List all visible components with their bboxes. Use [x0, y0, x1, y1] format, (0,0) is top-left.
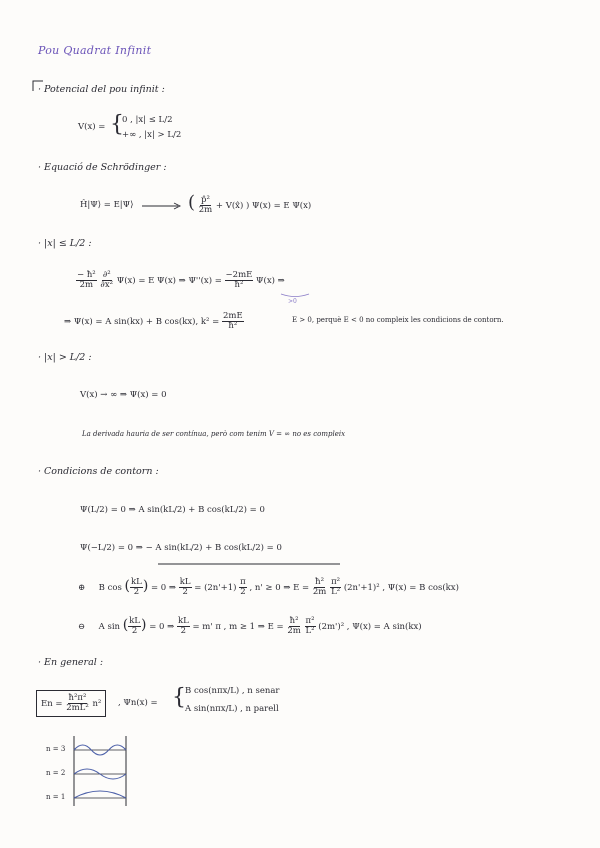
en-lhs: En =: [41, 698, 63, 709]
schrodinger-lhs: Ĥ|Ψ⟩ = E|Ψ⟩: [80, 200, 134, 210]
general-heading: · En general :: [38, 657, 104, 668]
even-pi2-den: L²: [331, 587, 341, 597]
k-num: 2mE: [222, 311, 243, 321]
psi-case-2: A sin(nπx/L) , n parell: [185, 704, 279, 714]
diagram-label-n1: n = 1: [46, 793, 66, 801]
c1-den: 2m: [79, 279, 94, 290]
en-den: 2mL²: [66, 702, 89, 713]
psi-brace: {: [172, 685, 186, 710]
even-b: = 0 ⇒: [150, 583, 177, 593]
even-kl-num: kL: [131, 577, 142, 588]
wavefunction-diagram: [70, 736, 132, 808]
odd-h-num: ħ²: [289, 616, 299, 627]
even-c: = (2n'+1): [194, 583, 237, 593]
sum-line: [158, 562, 342, 566]
even-solution: ⊕ B cos ( $\frac{kL}{2}$ ) = 0 ⇒ $\frac{kL}{2}$ = (2n'+1) $\frac{\pi}{2}$ , n' ≥ 0 ⇒ E = $\frac{\text{ħ²}}{2m}$ $\frac{\text{π²}}{\text{L²}}$ (2n'+1)² , Ψ(x) = B cos(kx): [78, 577, 459, 597]
odd-h-den: 2m: [287, 626, 301, 636]
even-pi-num: π: [240, 577, 246, 588]
outside-note: La derivada hauria de ser contínua, però com tenim V = ∞ no es compleix: [82, 430, 346, 438]
odd-kl2-num: kL: [177, 616, 189, 627]
odd-kl2-den: 2: [180, 626, 187, 636]
inside-solution: [64, 312, 244, 331]
boundary-eq-1: Ψ(L/2) = 0 ⇒ A sin(kL/2) + B cos(kL/2) = 0: [80, 505, 265, 515]
even-e: (2n'+1)² , Ψ(x) = B cos(kx): [343, 583, 459, 593]
even-h-num: ħ²: [315, 577, 325, 588]
schrodinger-rest: + V(x̂) ) Ψ(x) = E Ψ(x): [215, 201, 312, 211]
psi-case-1: B cos(nπx/L) , n senar: [185, 686, 280, 696]
inside-eq: [76, 271, 285, 290]
c2-den: ∂x²: [100, 279, 114, 290]
underbrace: [280, 293, 310, 299]
boundary-eq-2: Ψ(−L/2) = 0 ⇒ − A sin(kL/2) + B cos(kL/2) = 0: [80, 543, 282, 553]
odd-kl-den: 2: [131, 626, 138, 636]
arrow-icon: [142, 201, 182, 211]
even-h-den: 2m: [312, 587, 327, 597]
odd-pi2-den: L²: [305, 626, 315, 636]
even-a: B cos: [98, 583, 122, 593]
kinetic-fraction: [198, 196, 213, 215]
outside-eq: V(x) → ∞ ⇒ Ψ(x) = 0: [80, 390, 167, 400]
even-pi2-num: π²: [331, 577, 341, 588]
boundary-heading: · Condicions de contorn :: [38, 466, 159, 477]
sol-text: ⇒ Ψ(x) = A sin(kx) + B cos(kx), k² =: [64, 316, 220, 327]
potential-brace: {: [110, 112, 124, 137]
en-n: n²: [92, 698, 102, 709]
odd-b: = 0 ⇒: [149, 622, 175, 632]
minus-symbol: ⊖: [78, 622, 86, 632]
odd-d: (2m')² , Ψ(x) = A sin(kx): [318, 622, 422, 632]
diagram-label-n2: n = 2: [46, 769, 66, 777]
odd-solution: ⊖ A sin ( $\frac{kL}{2}$ ) = 0 ⇒ $\frac{kL}{2}$ = m' π , m ≥ 1 ⇒ E = $\frac{\text{ħ²}}{2m}$ $\frac{\text{π²}}{\text{L²}}$ (2m')² , Ψ(x) = A sin(kx): [78, 616, 422, 636]
even-kl2-num: kL: [179, 577, 191, 588]
schrodinger-rhs: ( $\frac{\text{p̂²}}{2m}$ + V(x̂) ) Ψ(x) = E Ψ(x): [188, 192, 312, 215]
odd-c: = m' π , m ≥ 1 ⇒ E =: [192, 622, 284, 632]
positive-annotation: >0: [288, 298, 297, 305]
potential-lhs: V(x) =: [78, 122, 106, 132]
diagram-label-n3: n = 3: [46, 745, 66, 753]
potential-heading: · Potencial del pou infinit :: [38, 84, 165, 95]
odd-kl-num: kL: [129, 616, 141, 627]
even-d: , n' ≥ 0 ⇒ E =: [249, 583, 310, 593]
en-num: ħ²π²: [68, 693, 87, 703]
c2-num: ∂²: [102, 270, 111, 280]
potential-case-2: +∞ , |x| > L/2: [122, 130, 182, 140]
inside-heading: · |x| ≤ L/2 :: [38, 238, 92, 249]
even-kl-den: 2: [133, 587, 140, 597]
even-pi-den: 2: [240, 587, 246, 597]
inside-mid: Ψ(x) = E Ψ(x) ⇒ Ψ''(x) =: [116, 275, 222, 286]
k-den: ħ²: [228, 320, 238, 331]
odd-pi2-num: π²: [305, 616, 315, 627]
energy-condition: E > 0, perquè E < 0 no compleix les condicions de contorn.: [292, 316, 504, 324]
even-kl2-den: 2: [182, 587, 188, 597]
odd-a: A sin: [98, 622, 121, 632]
energy-box: [36, 690, 106, 717]
plus-symbol: ⊕: [78, 583, 86, 593]
kinetic-den: 2m: [198, 205, 213, 215]
psi-lhs: , Ψn(x) =: [118, 698, 158, 708]
c1-num: − ħ²: [77, 270, 96, 280]
page-title: Pou Quadrat Infinit: [38, 44, 152, 57]
kinetic-num: p̂²: [201, 195, 210, 206]
potential-case-1: 0 , |x| ≤ L/2: [122, 115, 173, 125]
outside-heading: · |x| > L/2 :: [38, 352, 92, 363]
inside-end: Ψ(x) ⇒: [256, 275, 285, 286]
c3-den: ħ²: [234, 279, 244, 290]
schrodinger-heading: · Equació de Schrödinger :: [38, 162, 167, 173]
c3-num: −2mE: [225, 270, 253, 280]
